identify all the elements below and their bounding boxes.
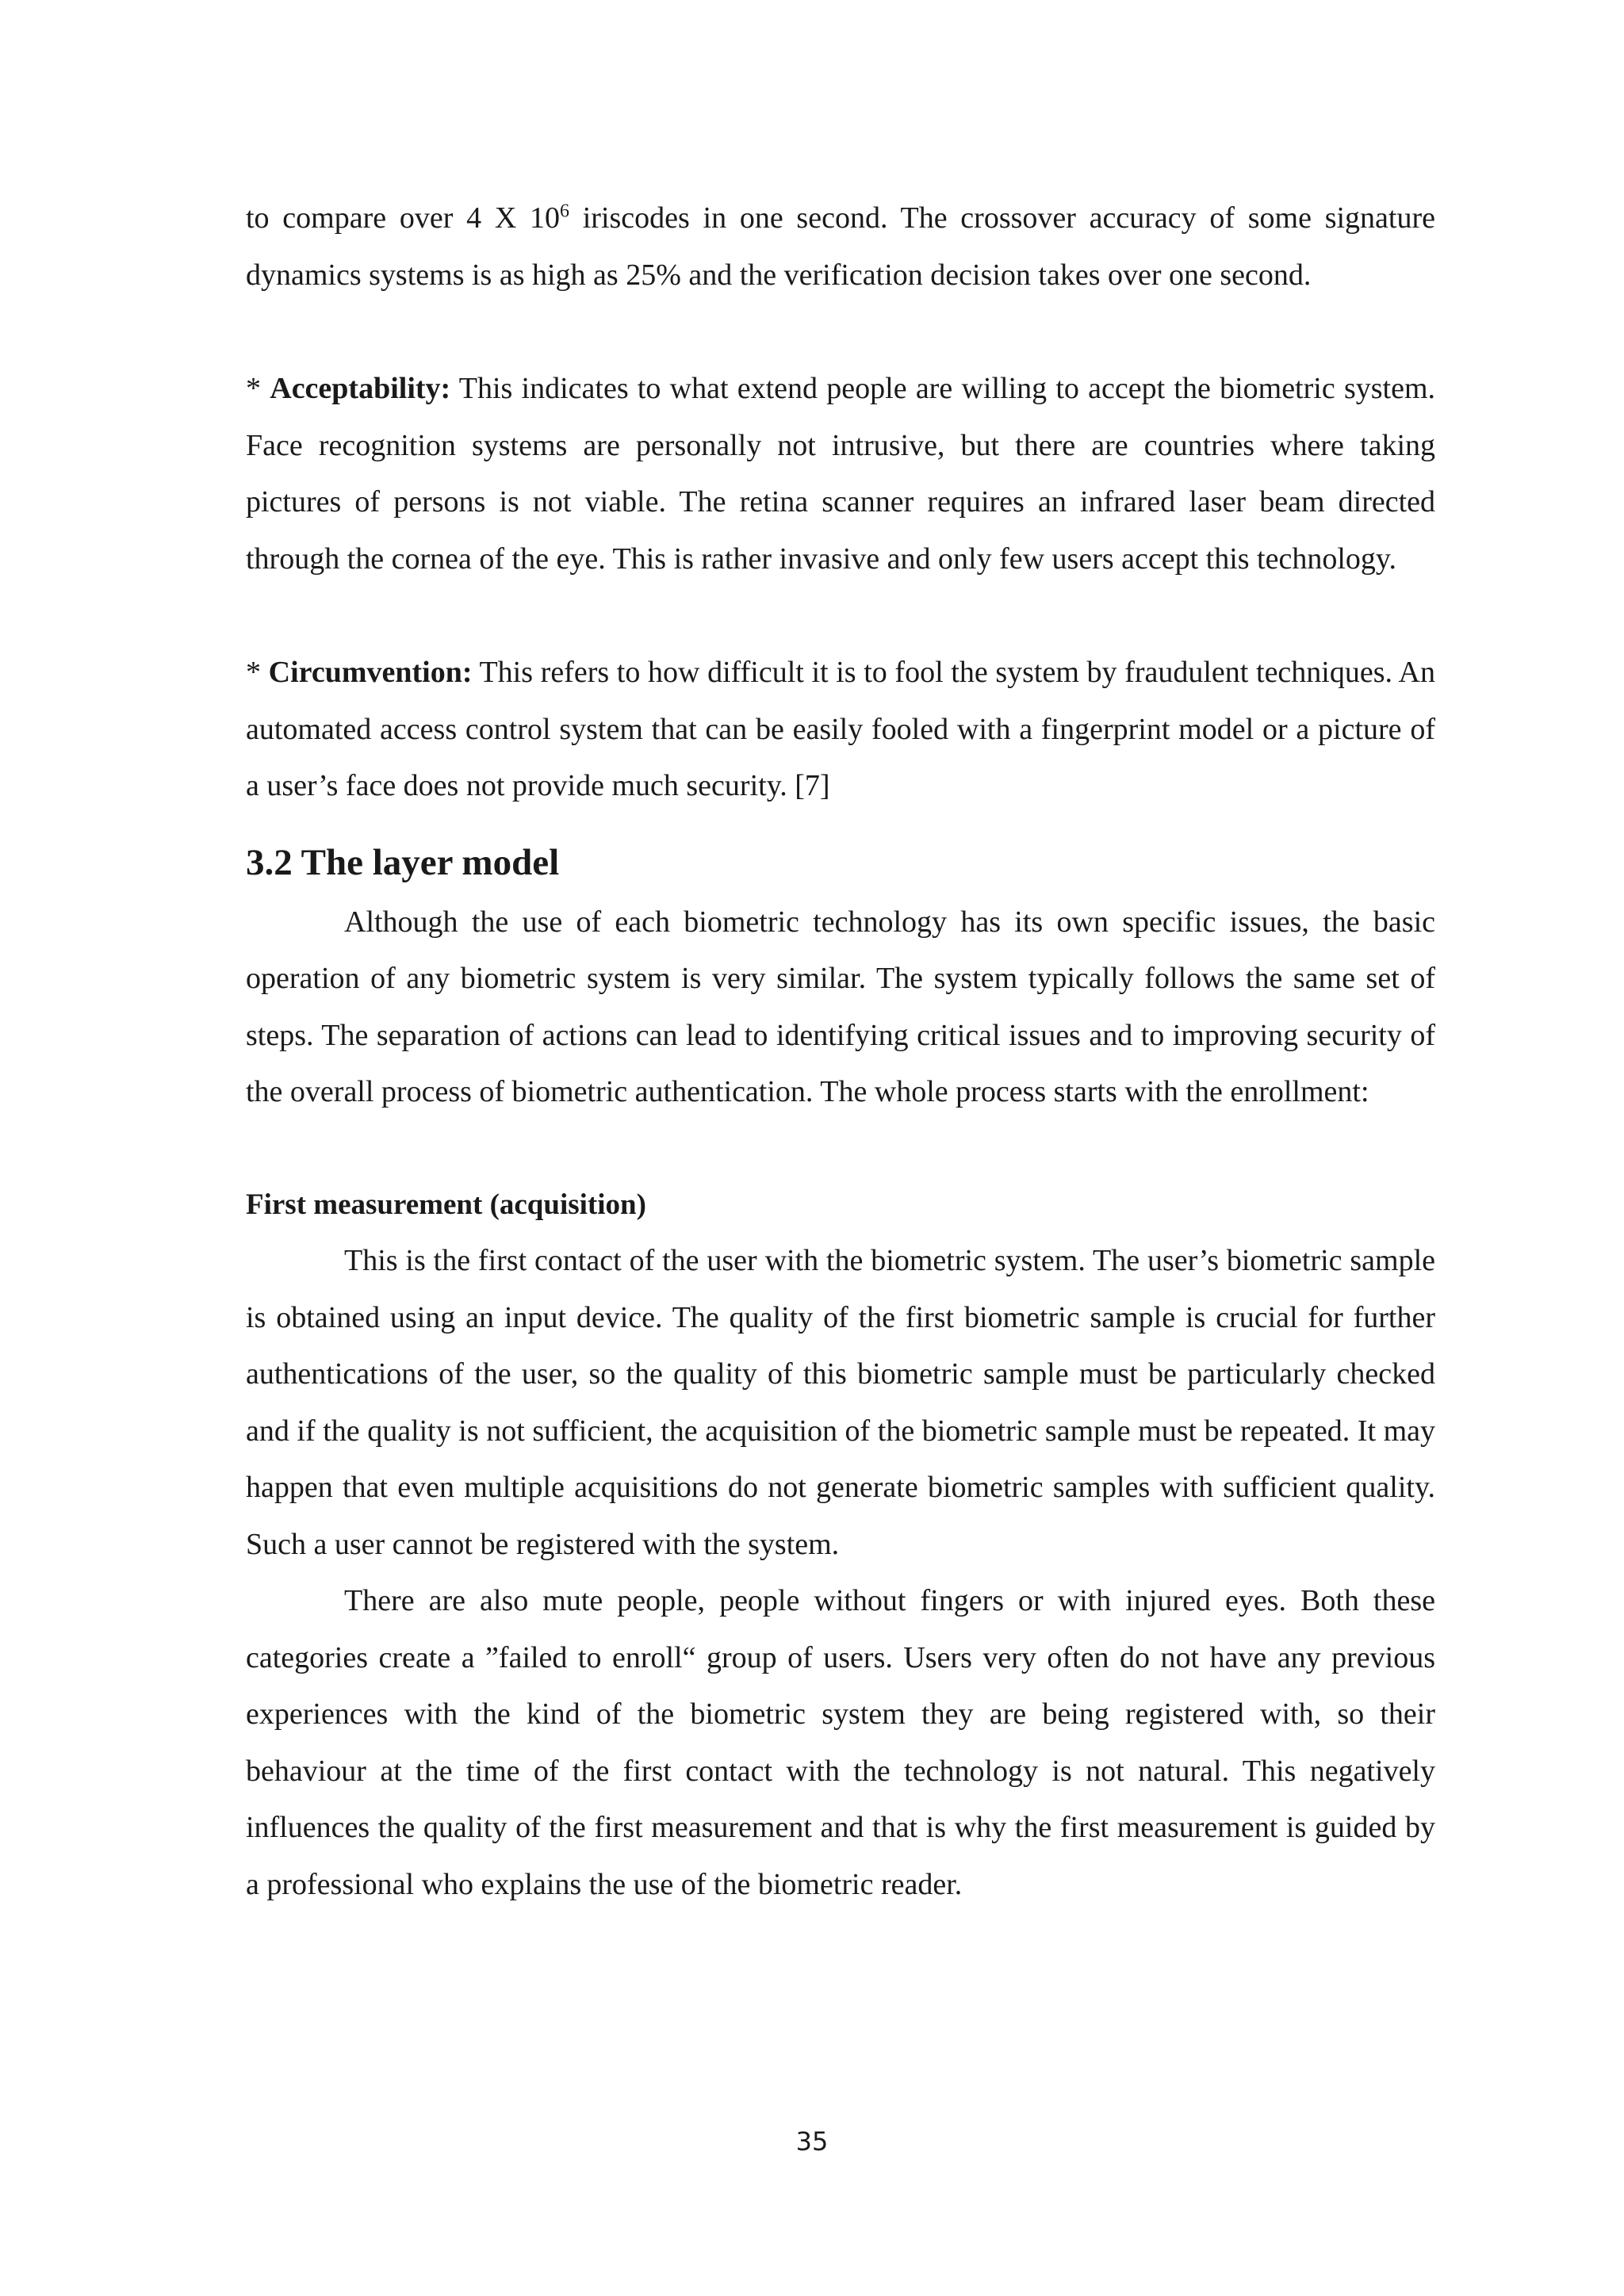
page-number: 35 xyxy=(795,2126,829,2156)
term-acceptability: Acceptability: xyxy=(270,372,451,405)
bullet-marker: * xyxy=(246,656,269,689)
bullet-marker: * xyxy=(246,372,270,405)
paragraph-intro-text-1: to compare over 4 X 10 xyxy=(246,201,560,235)
sub-paragraph-1: This is the first contact of the user with the biometric system. The user’s biometric sample is obtained using an input device. The quality of the first biometric sample is crucial for further authentications of the user, so the quality of this biometric sample must be particularly checked and if the quality is not sufficient, the acquisition of the biometric sample must be repeated. It may happen that even multiple acquisitions do not generate biometric samples with sufficient quality. Such a user cannot be registered with the system. xyxy=(246,1244,1435,1561)
subheading: First measurement (acquisition) xyxy=(246,1188,646,1221)
paragraph-intro xyxy=(246,190,1435,304)
superscript: 6 xyxy=(560,201,569,222)
paragraph-circumvention xyxy=(246,645,1435,815)
term-circumvention: Circumvention: xyxy=(268,656,473,689)
section-paragraph: Although the use of each biometric technology has its own specific issues, the basic operation of any biometric system is very similar. The system typically follows the same set of steps. The separation of actions can lead to identifying critical issues and to improving security of the overall process of biometric authentication. The whole process starts with the enrollment: xyxy=(246,905,1435,1108)
page-content xyxy=(246,190,1435,1913)
section-heading: 3.2 The layer model xyxy=(246,841,560,883)
acceptability-text: This indicates to what extend people are willing to accept the biometric system. Face recognition systems are personally not intrusive, but there are countries where taking pictures of persons is not viable. The retina scanner requires an infrared laser beam directed through the cornea of the eye. This is rather invasive and only few users accept this technology. xyxy=(246,372,1435,576)
paragraph-acceptability xyxy=(246,361,1435,587)
sub-paragraph-2: There are also mute people, people without fingers or with injured eyes. Both these categories create a ”failed to enroll“ group of users. Users very often do not have any previous experiences with the kind of the biometric system they are being registered with, so their behaviour at the time of the first contact with the technology is not natural. This negatively influences the quality of the first measurement and that is why the first measurement is guided by a professional who explains the use of the biometric reader. xyxy=(246,1584,1435,1901)
circumvention-text: This refers to how difficult it is to fool the system by fraudulent techniques. An automated access control system that can be easily fooled with a fingerprint model or a picture of a user’s face does not provide much security. [7] xyxy=(246,656,1436,802)
paragraph-intro-text-2: iriscodes in one second. The crossover accuracy of some signature dynamics systems is as high as 25% and the verification decision takes over one second. xyxy=(246,201,1435,292)
